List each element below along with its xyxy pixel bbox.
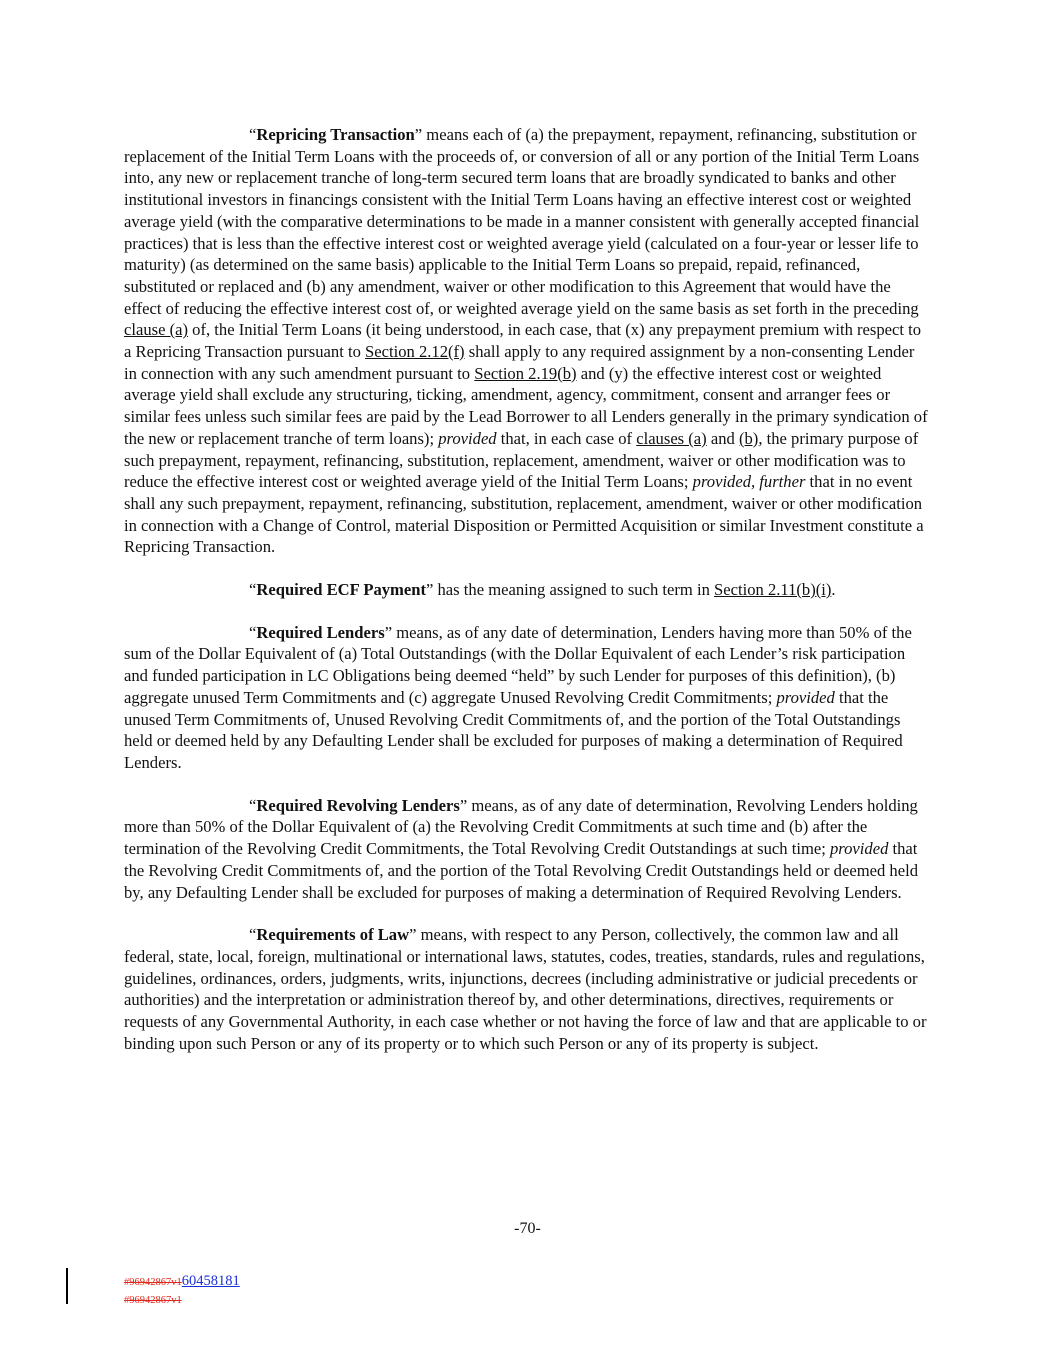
definition-paragraph: [124, 924, 930, 1054]
defined-term: Repricing Transaction: [256, 125, 415, 144]
paragraph-text: that the unused Term Commitments of, Unused Revolving Credit Commitments of, and the portion of the Total Outstandings held or deemed held by any Defaulting Lender shall be excluded for purposes of making a determination of Required Lenders.: [124, 687, 903, 772]
italic-text: provided, further: [692, 472, 806, 492]
paragraph-text: “: [249, 580, 257, 600]
document-id-footer: [124, 1272, 240, 1309]
paragraph-text: ” means each of (a) the prepayment, repayment, refinancing, substitution or replacement of the Initial Term Loans with the proceeds of, or conversion of all or any portion of the Initial Term Loans into, any new or replacement tranche of long-term secured term loans that are broadly syndicated to banks and other institutional investors in financings consistent with the Initial Term Loans having an effective interest cost or weighted average yield (with the comparative determinations to be made in a manner consistent with generally accepted financial practices) that is less than the effective interest cost or weighted average yield (calculated on a four-year or lesser life to maturity) (as determined on the same basis) applicable to the Initial Term Loans so prepaid, repaid, refinanced, substituted or replaced and (b) any amendment, waiver or other modification to this Agreement that would have the effect of reducing the effective interest cost of, or weighted average yield on the same basis as set forth in the preceding: [124, 125, 920, 318]
paragraph-text: .: [831, 580, 836, 600]
definition-paragraph: [124, 124, 930, 558]
definition-paragraph: [124, 795, 930, 904]
paragraph-text: and: [706, 428, 739, 448]
definition-paragraph: [124, 579, 930, 601]
deleted-doc-id-2: #96942867v1: [124, 1295, 182, 1307]
italic-text: provided: [776, 687, 835, 707]
defined-term: Required Lenders: [256, 622, 385, 642]
italic-text: provided: [830, 839, 889, 859]
paragraph-text: that the Revolving Credit Commitments of, and the portion of the Total Revolving Credit Outstandings held or deemed held by, any Defaulting Lender shall be excluded for purposes of making a determination of Required Revolving Lenders.: [124, 839, 918, 902]
page-number: -70-: [514, 1220, 541, 1237]
cross-reference: Section 2.12(f): [365, 342, 465, 362]
italic-text: provided: [438, 428, 497, 448]
cross-reference: (b): [738, 428, 759, 448]
definition-paragraph: [124, 622, 930, 774]
paragraph-text: shall apply to any required assignment by a non-consenting Lender in connection with any such amendment pursuant to: [124, 342, 915, 383]
revision-change-bar: [66, 1268, 68, 1304]
defined-term: Required ECF Payment: [256, 580, 426, 600]
cross-reference: Section 2.11(b)(i): [714, 580, 832, 600]
paragraph-text: “: [249, 925, 257, 945]
definitions-body: [124, 124, 930, 1075]
paragraph-text: that in no event shall any such prepayment, repayment, refinancing, substitution, replacement, amendment, waiver or other modification in connection with a Change of Control, material Disposition or Permitted Acquisition or similar Investment constitute a Repricing Transaction.: [124, 472, 924, 557]
paragraph-text: “: [249, 125, 257, 144]
defined-term: Requirements of Law: [256, 925, 410, 945]
paragraph-text: of, the Initial Term Loans (it being understood, in each case, that (x) any prepayment premium with respect to a Repricing Transaction pursuant to: [124, 320, 922, 362]
paragraph-text: “: [249, 622, 257, 642]
cross-reference: clause (a): [124, 320, 189, 340]
paragraph-text: ” means, as of any date of determination, Lenders having more than 50% of the sum of the Dollar Equivalent of (a) Total Outstandings (with the Dollar Equivalent of each Lender’s risk participation and funded participation in LC Obligations being deemed “held” by such Lender for purposes of this definition), (b) aggregate unused Term Commitments and (c) aggregate Unused Revolving Credit Commitments;: [124, 622, 912, 707]
cross-reference: Section 2.19(b): [474, 363, 577, 383]
deleted-doc-id: #96942867v1: [124, 1277, 182, 1288]
inserted-doc-id: 60458181: [181, 1273, 240, 1289]
paragraph-text: ” has the meaning assigned to such term in: [426, 580, 715, 600]
defined-term: Required Revolving Lenders: [256, 795, 460, 815]
paragraph-text: , the primary purpose of such prepayment, repayment, refinancing, substitution, replacement, amendment, waiver or other modification was to reduce the effective interest cost or weighted average yield of the Initial Term Loans;: [124, 428, 919, 492]
paragraph-text: ” means, as of any date of determination, Revolving Lenders holding more than 50% of the Dollar Equivalent of (a) the Revolving Credit Commitments at such time and (b) after the termination of the Revolving Credit Commitments, the Total Revolving Credit Outstandings at such time;: [124, 795, 918, 859]
paragraph-text: that, in each case of: [496, 428, 637, 448]
paragraph-text: “: [249, 795, 257, 815]
paragraph-text: and (y) the effective interest cost or weighted average yield shall exclude any structuring, ticking, amendment, agency, commitment, consent and arranger fees or similar fees unless such similar fees are paid by the Lead Borrower to all Lenders generally in the primary syndication of the new or replacement tranche of term loans);: [124, 363, 928, 448]
paragraph-text: ” means, with respect to any Person, collectively, the common law and all federal, state, local, foreign, multinational or international laws, statutes, codes, treaties, standards, rules and regulations, guidelines, ordinances, orders, judgments, writs, injunctions, decrees (including administrative or judicial precedents or authorities) and the interpretation or administration thereof by, and other determinations, directives, requirements or requests of any Governmental Authority, in each case whether or not having the force of law and that are applicable to or binding upon such Person or any of its property or to which such Person or any of its property is subject.: [124, 925, 927, 1053]
cross-reference: clauses (a): [636, 428, 707, 448]
